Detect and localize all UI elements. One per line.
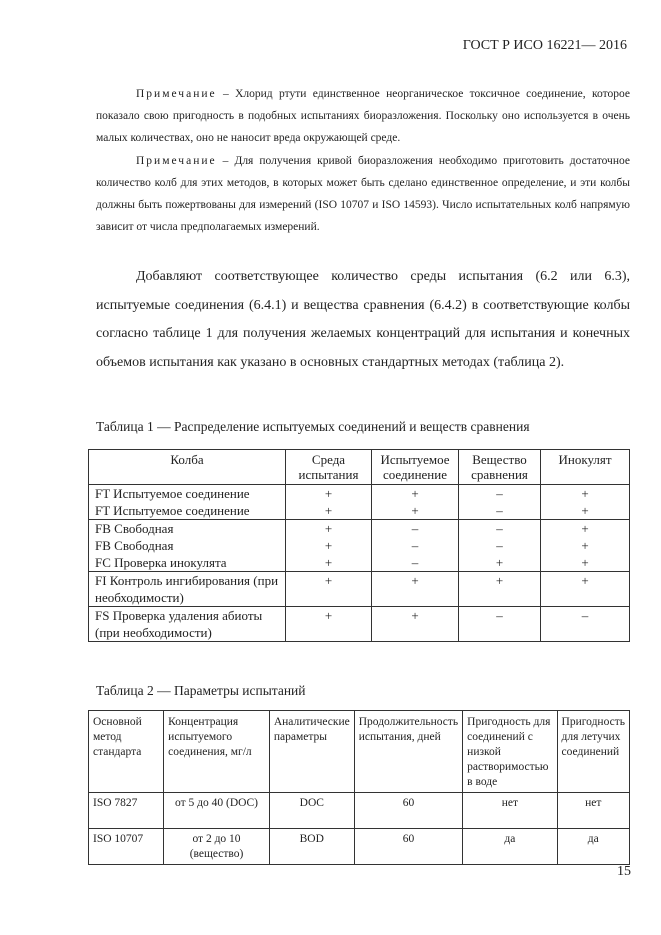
table-row: [89, 793, 630, 829]
table2-header: Аналитические параметры: [269, 711, 354, 793]
mark-cell: [286, 572, 372, 607]
flask-cell: [89, 485, 286, 520]
flask-cell: [89, 607, 286, 642]
table1-caption: Таблица 1 — Распределение испытуемых соединений и веществ сравнения: [96, 419, 530, 434]
mark-value: +: [411, 486, 419, 501]
table2-cell: нет: [557, 793, 629, 829]
table2-cell: ISO 7827: [89, 793, 164, 829]
mark-cell: [459, 607, 541, 642]
flask-label: FB Свободная: [95, 521, 174, 536]
mark-value: –: [411, 521, 419, 536]
flask-label: FC Проверка инокулята: [95, 555, 227, 570]
mark-value: +: [581, 521, 589, 536]
mark-cell: [372, 520, 459, 572]
table2-header: Пригодность для летучих соединений: [557, 711, 629, 793]
table-row: [89, 607, 630, 642]
mark-cell: [372, 485, 459, 520]
flask-label: FT Испытуемое соединение: [95, 503, 250, 518]
mark-cell: [541, 607, 630, 642]
mark-value: +: [324, 573, 333, 588]
flask-label: FI Контроль ингибирования (при необходимости): [95, 573, 279, 605]
flask-cell: [89, 572, 286, 607]
table2-cell: ISO 10707: [89, 829, 164, 865]
mark-value: –: [496, 538, 503, 553]
mark-value: +: [581, 555, 589, 570]
mark-cell: [286, 607, 372, 642]
table1-header: Вещество сравнения: [459, 450, 541, 485]
note-text: – Хлорид ртути единственное неорганическое токсичное соединение, которое показало свою пригодность в подобных испытаниях биоразложения. Поскольку оно используется в очень малых количествах, оно не наносит вреда окружающей среде.: [96, 88, 630, 144]
table2-caption: Таблица 2 — Параметры испытаний: [96, 683, 306, 698]
mark-value: +: [581, 503, 589, 518]
table2-cell: нет: [463, 793, 557, 829]
table2-header: Концентрация испытуемого соединения, мг/л: [164, 711, 270, 793]
page-number: 15: [617, 864, 631, 879]
flask-label: FS Проверка удаления абиоты (при необходимости): [95, 608, 263, 640]
table2-header: Продолжительность испытания, дней: [354, 711, 462, 793]
table-2: [88, 710, 630, 865]
table-row: [89, 520, 630, 572]
mark-value: –: [496, 521, 503, 536]
table2-cell: да: [557, 829, 629, 865]
mark-cell: [286, 520, 372, 572]
body-text: Добавляют соответствующее количество среды испытания (6.2 или 6.3), испытуемые соединения (6.4.1) и вещества сравнения (6.4.2) в соответствующие колбы согласно таблице 1 для получения желаемых концентраций для испытания и конечных объемов испытания как указано в основных стандартных методах (таблица 2).: [96, 269, 630, 370]
mark-value: +: [324, 503, 333, 518]
flask-label: FB Свободная: [95, 538, 174, 553]
mark-value: –: [496, 608, 503, 623]
mark-value: +: [411, 573, 419, 588]
mark-value: +: [581, 573, 589, 588]
table2-cell: да: [463, 829, 557, 865]
mark-cell: [459, 485, 541, 520]
table2-cell: от 2 до 10 (вещество): [164, 829, 270, 865]
mark-cell: [459, 520, 541, 572]
table1-header: Колба: [89, 450, 286, 485]
mark-value: –: [581, 608, 589, 623]
table-row: [89, 572, 630, 607]
mark-value: +: [495, 555, 504, 570]
mark-cell: [286, 485, 372, 520]
page-header: ГОСТ Р ИСО 16221— 2016: [462, 38, 627, 53]
mark-value: +: [324, 486, 333, 501]
table2-cell: от 5 до 40 (DOC): [164, 793, 270, 829]
table2-cell: DOC: [269, 793, 354, 829]
mark-value: +: [411, 503, 419, 518]
mark-value: –: [496, 486, 503, 501]
mark-cell: [541, 485, 630, 520]
mark-value: +: [581, 486, 589, 501]
mark-cell: [541, 572, 630, 607]
mark-cell: [541, 520, 630, 572]
table-1: [88, 449, 630, 642]
table2-cell: 60: [354, 829, 462, 865]
table2-cell: BOD: [269, 829, 354, 865]
table2-body: [89, 793, 630, 865]
table1-header: Среда испытания: [286, 450, 372, 485]
table2-header: Основной метод стандарта: [89, 711, 164, 793]
mark-cell: [459, 572, 541, 607]
note-lead: Примечание: [136, 155, 217, 167]
mark-cell: [372, 607, 459, 642]
mark-value: +: [324, 521, 333, 536]
mark-cell: [372, 572, 459, 607]
note-text: – Для получения кривой биоразложения необходимо приготовить достаточное количество колб для этих методов, в которых может быть сделано единственное определение, и эти колбы должны быть пожертвованы для измерений (ISO 10707 и ISO 14593). Число испытательных колб напрямую зависит от числа предполагаемых измерений.: [96, 155, 630, 233]
flask-label: FT Испытуемое соединение: [95, 486, 250, 501]
table1-header: Инокулят: [541, 450, 630, 485]
note-lead: Примечание: [136, 88, 217, 100]
table1-header: Испытуемое соединение: [372, 450, 459, 485]
mark-value: +: [324, 608, 333, 623]
table-row: [89, 829, 630, 865]
mark-value: –: [411, 538, 419, 553]
table2-header: Пригодность для соединений с низкой растворимостью в воде: [463, 711, 557, 793]
body-paragraph: [96, 263, 630, 377]
flask-cell: [89, 520, 286, 572]
mark-value: –: [411, 555, 419, 570]
mark-value: +: [411, 608, 419, 623]
mark-value: +: [324, 538, 333, 553]
note-2: [96, 150, 630, 238]
mark-value: +: [581, 538, 589, 553]
table1-body: [89, 485, 630, 642]
mark-value: –: [496, 503, 503, 518]
table2-cell: 60: [354, 793, 462, 829]
mark-value: +: [495, 573, 504, 588]
table-row: [89, 485, 630, 520]
note-1: [96, 83, 630, 149]
mark-value: +: [324, 555, 333, 570]
